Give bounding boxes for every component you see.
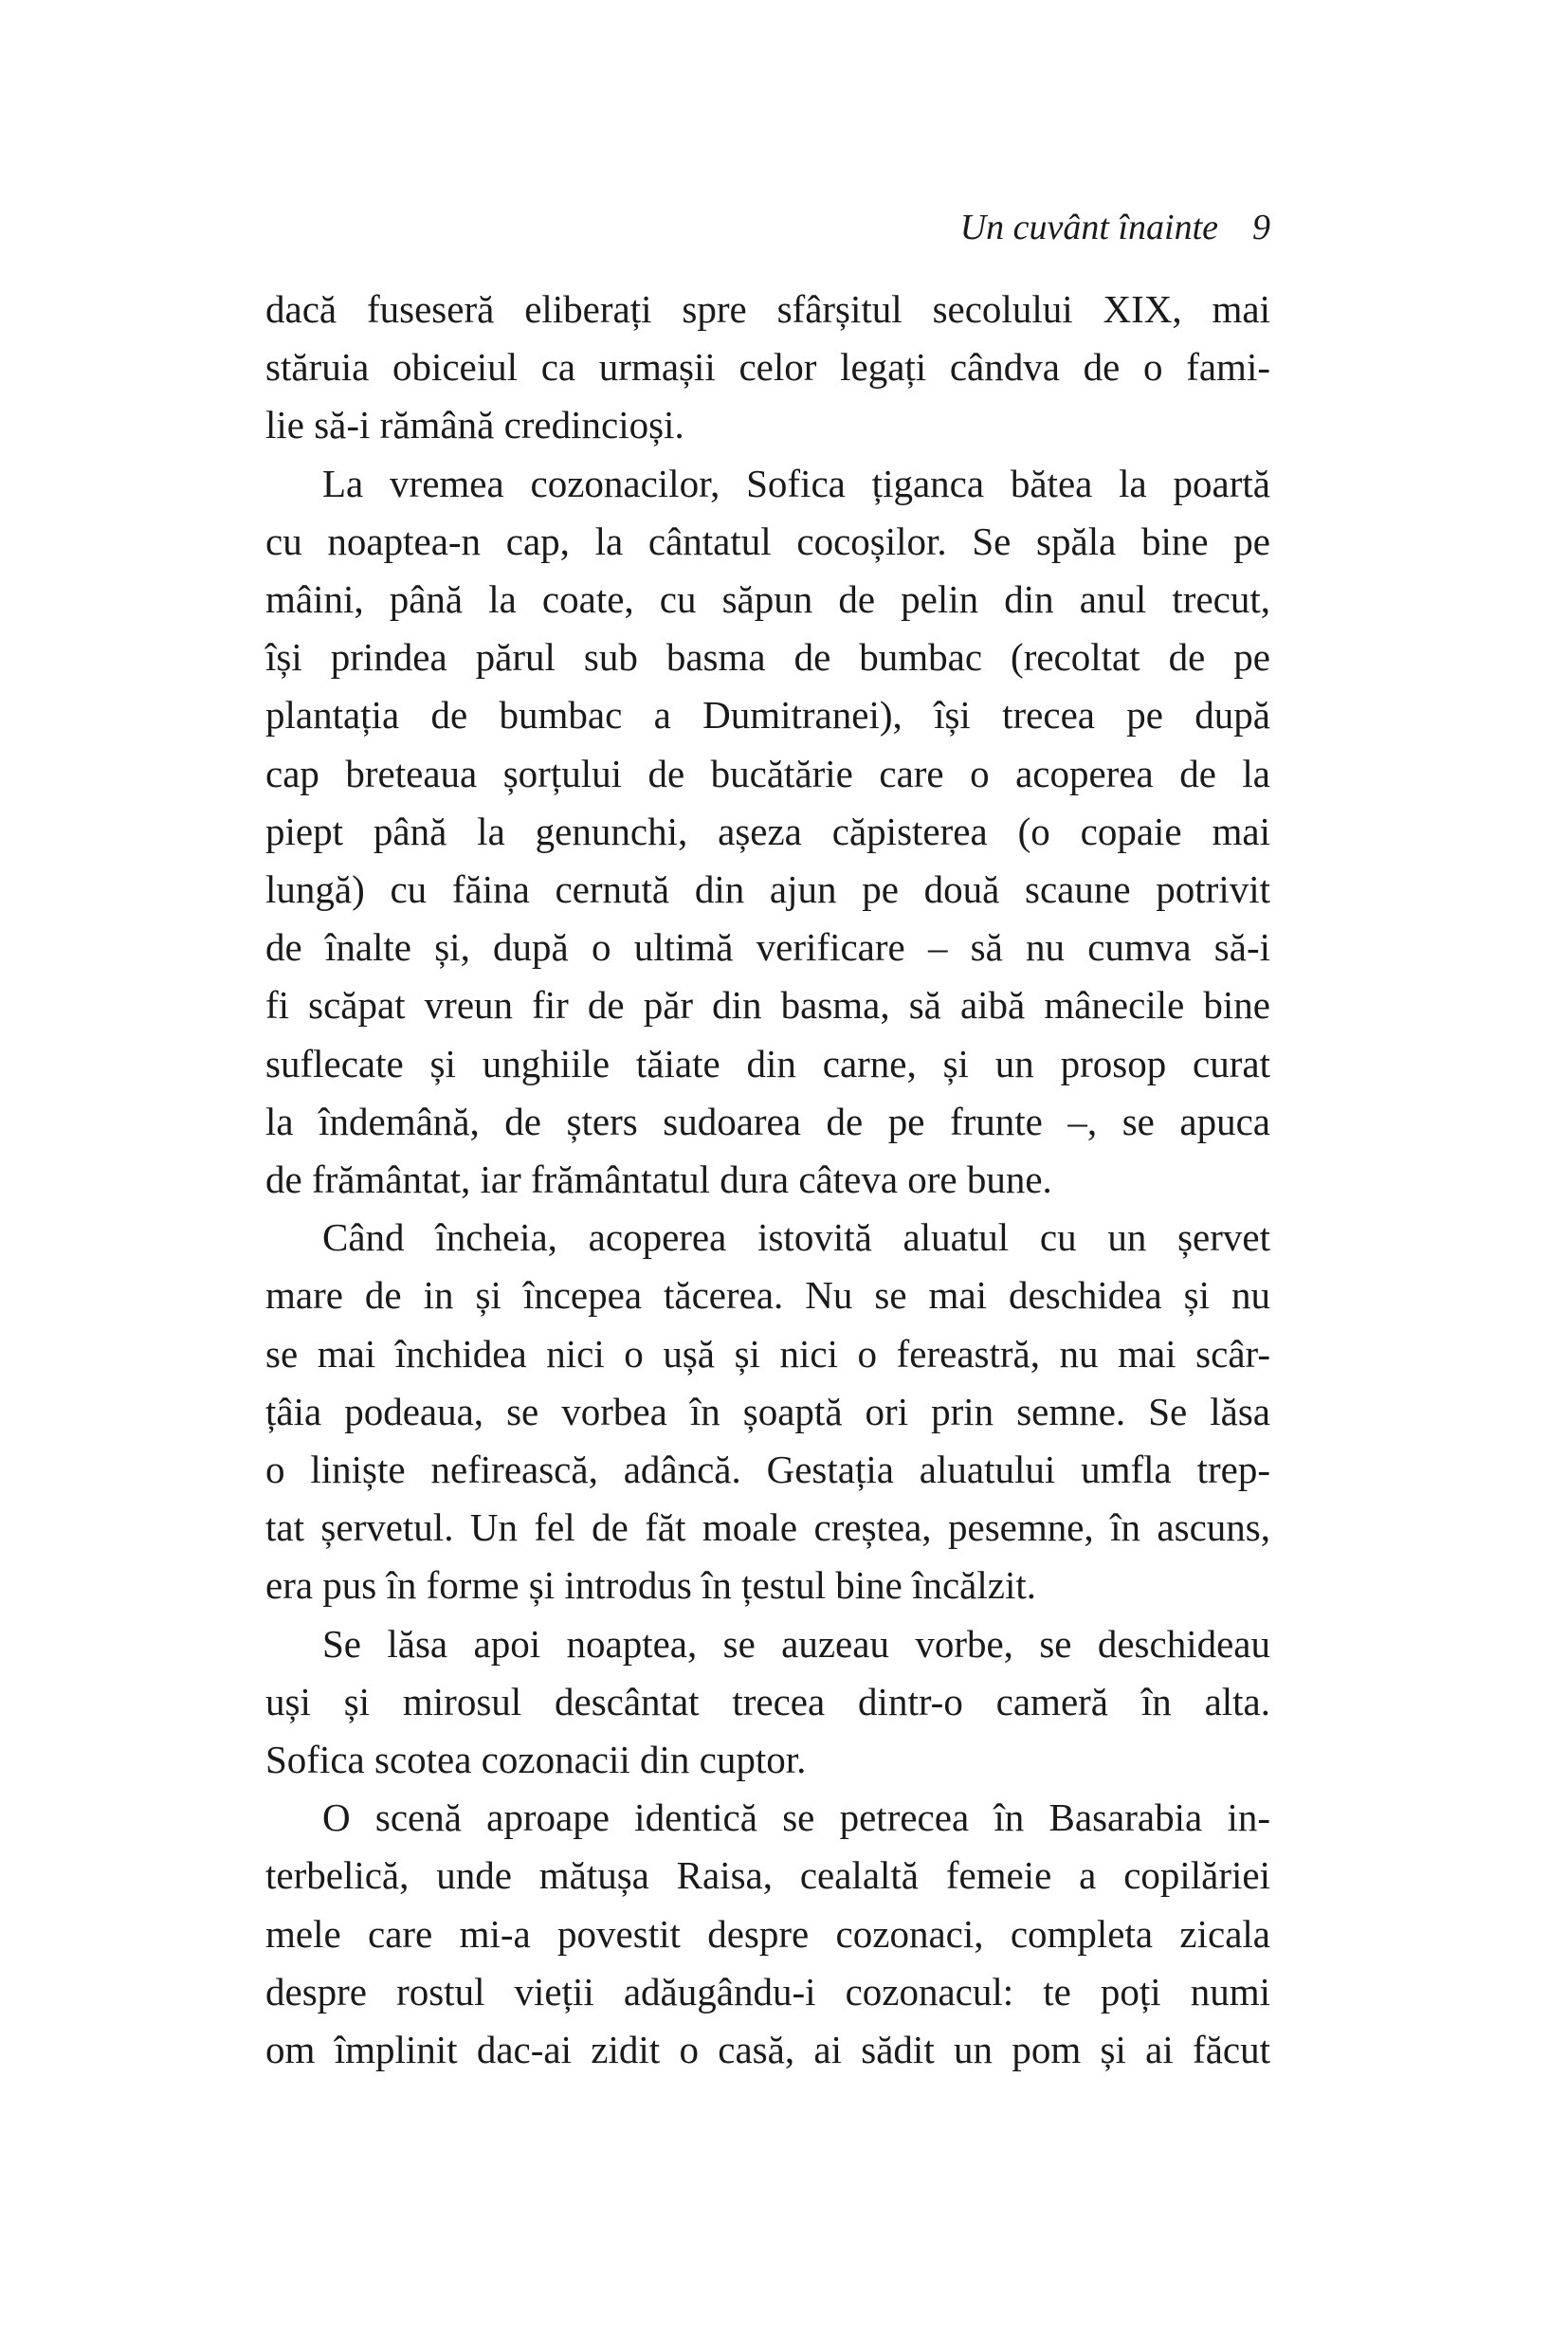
text-line: uși și mirosul descântat trecea dintr-o cameră în alta. [265,1679,1270,1723]
page-number: 9 [1252,208,1270,247]
paragraph [265,1615,1270,1790]
text-line: Sofica scotea cozonacii din cuptor. [265,1738,807,1782]
text-line: fi scăpat vreun fir de păr din basma, să aibă mânecile bine [265,983,1270,1028]
text-line: despre rostul vieții adăugându-i cozonacul: te poți numi [265,1969,1270,2014]
body-text [265,281,1270,2079]
text-line: dacă fuseseră eliberați spre sfârșitul secolului XIX, mai [265,287,1270,331]
text-line: o liniște nefirească, adâncă. Gestația aluatului umfla trep- [265,1448,1270,1492]
text-line: lungă) cu făina cernută din ajun pe două scaune potrivit [265,867,1270,912]
text-line: tat șervetul. Un fel de făt moale creștea, pesemne, în ascuns, [265,1505,1270,1550]
text-line: Când încheia, acoperea istovită aluatul cu un șervet [322,1215,1270,1260]
text-line: O scenă aproape identică se petrecea în Basarabia in- [322,1795,1270,1840]
text-line: Se lăsa apoi noaptea, se auzeau vorbe, se deschideau [322,1621,1270,1666]
text-line: se mai închidea nici o ușă și nici o fereastră, nu mai scâr- [265,1331,1270,1376]
text-line: țâia podeaua, se vorbea în șoaptă ori prin semne. Se lăsa [265,1389,1270,1433]
text-line: lie să-i rămână credincioși. [265,403,684,447]
text-line: la îndemână, de șters sudoarea de pe frunte –, se apuca [265,1099,1270,1143]
text-line: mare de in și începea tăcerea. Nu se mai deschidea și nu [265,1273,1270,1318]
running-head [265,199,1270,256]
text-line: terbelică, unde mătușa Raisa, cealaltă femeie a copilăriei [265,1853,1270,1898]
text-line: stăruia obiceiul ca urmașii celor legați cândva de o fami- [265,345,1270,390]
text-line: La vremea cozonacilor, Sofica țiganca bătea la poartă [322,461,1270,505]
text-line: suflecate și unghiile tăiate din carne, și un prosop curat [265,1041,1271,1085]
text-line: piept până la genunchi, așeza căpisterea (o copaie mai [265,809,1270,853]
text-line: își prindea părul sub basma de bumbac (recoltat de pe [265,635,1270,680]
text-line: era pus în forme și introdus în țestul bine încălzit. [265,1563,1036,1608]
paragraph [265,1789,1270,2079]
text-line: plantația de bumbac a Dumitranei), își trecea pe după [265,693,1270,738]
text-line: mele care mi-a povestit despre cozonaci, completa zicala [265,1911,1270,1956]
text-line: de înalte și, după o ultimă verificare – să nu cumva să-i [265,925,1270,970]
paragraph [265,455,1270,1210]
chapter-title: Un cuvânt înainte [959,208,1218,247]
paragraph [265,281,1270,455]
text-line: cu noaptea-n cap, la cântatul cocoșilor. Se spăla bine pe [265,519,1271,563]
text-line: de frământat, iar frământatul dura câteva ore bune. [265,1157,1052,1202]
text-line: mâini, până la coate, cu săpun de pelin din anul trecut, [265,577,1270,622]
text-line: om împlinit dac-ai zidit o casă, ai sădit un pom și ai făcut [265,2028,1270,2072]
paragraph [265,1209,1270,1614]
text-line: cap breteaua șorțului de bucătărie care o acoperea de la [265,751,1270,795]
